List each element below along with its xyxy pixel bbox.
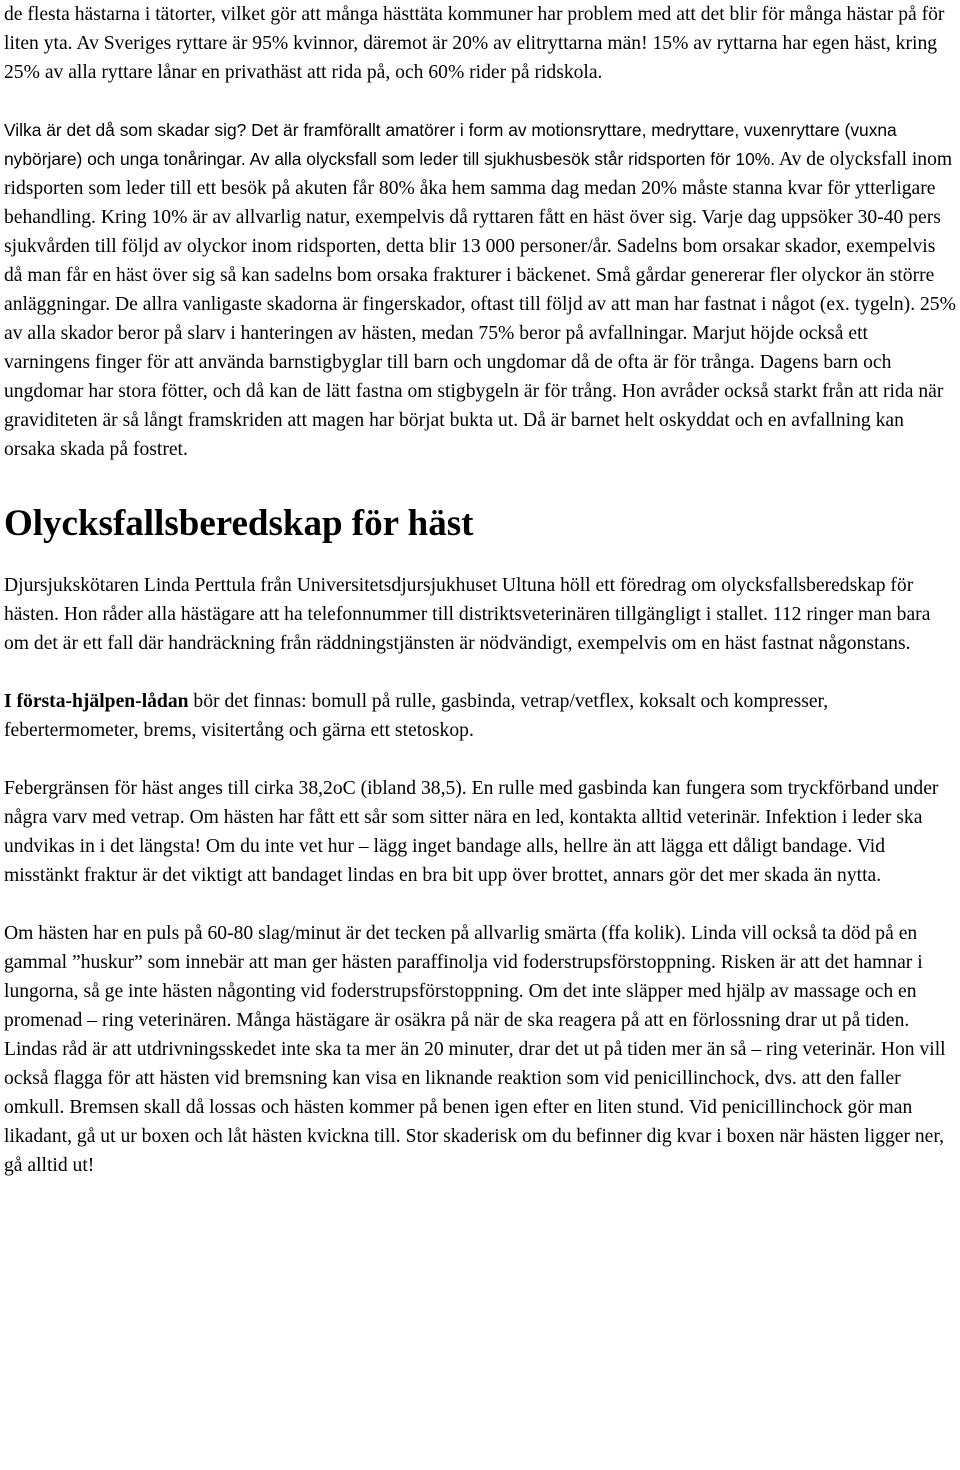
paragraph-pulse-colic: [4, 919, 956, 1180]
first-aid-kit-label: I första-hjälpen-lådan: [4, 691, 189, 712]
paragraph-text-sans: Det är framförallt amatörer i form av motionsryttare, medryttare, vuxenryttare (vuxna nybörjare) och unga tonåringar. Av alla olycksfall som leder till sjukhusbesök står ridsporten för 10%.: [4, 120, 897, 169]
paragraph-text-sans: Vilka är det då som skadar sig?: [4, 120, 252, 140]
paragraph-text: Om hästen har en puls på 60-80 slag/minut är det tecken på allvarlig smärta (ffa kolik). Linda vill också ta död på en gammal ”huskur” som innebär att man ger hästen paraffinolja vid foderstrupsförstoppning. Risken är att det hamnar i lungorna, så ge inte hästen någonting vid foderstrupsförstoppning. Om det inte släpper med hjälp av massage och en promenad – ring veterinären. Många hästägare är osäkra på när de ska reagera på att en förlossning drar ut på tiden. Lindas råd är att utdrivningsskedet inte ska ta mer än 20 minuter, drar det ut på tiden mer än så – ring veterinär. Hon vill också flagga för att hästen vid bremsning kan visa en liknande reaktion som vid penicillinchock, dvs. att den faller omkull. Bremsen skall då lossas och hästen kommer på benen igen efter en liten stund. Vid penicillinchock gör man likadant, gå ut ur boxen och låt hästen kvickna till. Stor skaderisk om du befinner dig kvar i boxen när hästen ligger ner, gå alltid ut!: [4, 923, 946, 1176]
paragraph-fever-limit: [4, 774, 956, 890]
paragraph-text: Av de olycksfall inom ridsporten som leder till ett besök på akuten får 80% åka hem samma dag medan 20% måste stanna kvar för ytterligare behandling. Kring 10% är av allvarlig natur, exempelvis då ryttaren fått en häst över sig. Varje dag uppsöker 30-40 pers sjukvården till följd av olyckor inom ridsporten, detta blir 13 000 personer/år. Sadelns bom orsakar skador, exempelvis då man får en häst över sig så kan sadelns bom orsaka frakturer i bäckenet. Små gårdar genererar fler olyckor än större anläggningar. De allra vanligaste skadorna är fingerskador, oftast till följd av att man har fastnat i något (ex. tygeln). 25% av alla skador beror på slarv i hanteringen av hästen, medan 75% beror på avfallningar. Marjut höjde också ett varningens finger för att använda barnstigbyglar till barn och ungdomar då de ofta är för trånga. Dagens barn och ungdomar har stora fötter, och då kan de lätt fastna om stigbygeln är för trång. Hon avråder också starkt från att rida när graviditeten är så långt framskriden att magen har börjat bukta ut. Då är barnet helt oskyddat och en avfallning kan orsaka skada på fostret.: [4, 149, 956, 460]
section-heading: Olycksfallsberedskap för häst: [4, 503, 474, 544]
paragraph-text: de flesta hästarna i tätorter, vilket gör att många hästtäta kommuner har problem med att det blir för många hästar på för liten yta. Av Sveriges ryttare är 95% kvinnor, däremot är 20% av elitryttarna män! 15% av ryttarna har egen häst, kring 25% av alla ryttare lånar en privathäst att rida på, och 60% rider på ridskola.: [4, 4, 945, 83]
paragraph-text: bör det finnas: bomull på rulle, gasbinda, vetrap/vetflex, koksalt och kompresser, febertermometer, brems, visitertång och gärna ett stetoskop.: [4, 691, 829, 741]
document-page: [4, 0, 956, 1180]
paragraph-text: Febergränsen för häst anges till cirka 38,2oC (ibland 38,5). En rulle med gasbinda kan fungera som tryckförband under några varv med vetrap. Om hästen har fått ett sår som sitter nära en led, kontakta alltid veterinär. Infektion i leder ska undvikas in i det längsta! Om du inte vet hur – lägg inget bandage alls, hellre än att lägga ett dåligt bandage. Vid misstänkt fraktur är det viktigt att bandaget lindas en bra bit upp över brottet, annars gör det mer skada än nytta.: [4, 778, 939, 886]
paragraph-first-aid-kit: [4, 687, 956, 745]
paragraph-horse-statistics: [4, 0, 956, 87]
paragraph-text: Djursjukskötaren Linda Perttula från Universitetsdjursjukhuset Ultuna höll ett föredrag om olycksfallsberedskap för hästen. Hon råder alla hästägare att ha telefonnummer till distriktsveterinären tillgängligt i stallet. 112 ringer man bara om det är ett fall där handräckning från räddningstjänsten är nödvändigt, exempelvis om en häst fastnat någonstans.: [4, 575, 931, 654]
paragraph-linda-perttula: [4, 571, 956, 658]
paragraph-who-gets-injured: [4, 116, 956, 464]
